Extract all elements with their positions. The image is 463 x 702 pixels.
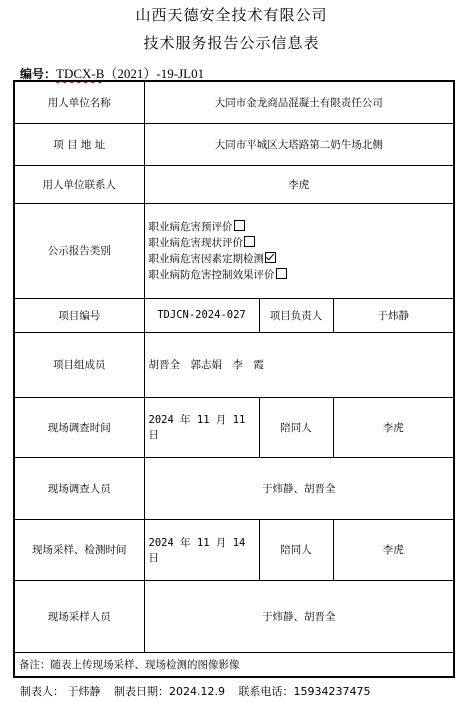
company-name: 山西天德安全技术有限公司 <box>135 6 328 24</box>
note-text: 备注：随表上传现场采样、现场检测的图像影像 <box>14 652 454 677</box>
row-sampling-staff <box>14 580 454 652</box>
survey-staff-value: 于炜静、胡晋全 <box>144 457 454 519</box>
survey-escort-label: 陪同人 <box>259 397 333 457</box>
team-label: 项目组成员 <box>14 332 144 397</box>
option-pre-evaluation[interactable] <box>149 219 450 235</box>
table-date: 制表日期：2024.12.9 <box>114 685 225 698</box>
row-project-address <box>14 123 454 165</box>
team-members: 胡晋全 郭志娟 李 霞 <box>144 332 454 397</box>
row-sampling-time <box>14 519 454 580</box>
row-report-type <box>14 203 454 298</box>
sampling-time-value: 2024 年 11 月 14 日 <box>144 519 259 580</box>
employer-name-label: 用人单位名称 <box>14 81 144 123</box>
checkbox-pre-evaluation[interactable] <box>234 220 245 231</box>
info-table <box>13 80 455 678</box>
sampling-time-label: 现场采样、检测时间 <box>14 519 144 580</box>
row-survey-staff <box>14 457 454 519</box>
row-survey-time <box>14 397 454 457</box>
footer <box>20 683 380 699</box>
row-note <box>14 652 454 677</box>
table-maker: 制表人： 于炜静 <box>20 685 101 698</box>
survey-time-label: 现场调查时间 <box>14 397 144 457</box>
sampling-staff-label: 现场采样人员 <box>14 580 144 652</box>
project-address-label: 项 目 地 址 <box>14 123 144 165</box>
option-control-evaluation[interactable] <box>149 267 450 283</box>
option-control-evaluation-label: 职业病防危害控制效果评价 <box>148 268 275 281</box>
project-leader-value: 于炜静 <box>333 298 454 332</box>
document-number-label: 编号： <box>20 67 57 81</box>
report-type-options <box>144 203 454 298</box>
row-contact <box>14 165 454 203</box>
option-status-evaluation-label: 职业病危害现状评价 <box>148 236 243 249</box>
checkbox-periodic-detection[interactable] <box>265 252 276 263</box>
employer-name-value: 大同市金龙商品混凝土有限责任公司 <box>144 81 454 123</box>
option-status-evaluation[interactable] <box>149 235 450 251</box>
report-type-label: 公示报告类别 <box>14 203 144 298</box>
row-project-number <box>14 298 454 332</box>
form-title: 技术服务报告公示信息表 <box>143 34 320 52</box>
project-address-value: 大同市平城区大塔路第二奶牛场北侧 <box>144 123 454 165</box>
row-team <box>14 332 454 397</box>
option-periodic-detection[interactable] <box>149 251 450 267</box>
contact-label: 用人单位联系人 <box>14 165 144 203</box>
survey-staff-label: 现场调查人员 <box>14 457 144 519</box>
checkbox-status-evaluation[interactable] <box>244 236 255 247</box>
survey-escort-value: 李虎 <box>333 397 454 457</box>
row-employer-name <box>14 81 454 123</box>
project-number-label: 项目编号 <box>14 298 144 332</box>
option-pre-evaluation-label: 职业病危害预评价 <box>148 220 233 233</box>
project-leader-label: 项目负责人 <box>259 298 333 332</box>
sampling-escort-label: 陪同人 <box>259 519 333 580</box>
sampling-escort-value: 李虎 <box>333 519 454 580</box>
document-number-code-prefix: TDCX-B <box>56 66 105 81</box>
contact-phone: 联系电话：15934237475 <box>238 685 371 698</box>
checkbox-control-evaluation[interactable] <box>276 268 287 279</box>
sampling-staff-value: 于炜静、胡晋全 <box>144 580 454 652</box>
document-number-code-rest: （2021）-19-JL01 <box>104 66 205 81</box>
option-periodic-detection-label: 职业病危害因素定期检测 <box>148 252 264 265</box>
survey-time-value: 2024 年 11 月 11 日 <box>144 397 259 457</box>
contact-value: 李虎 <box>144 165 454 203</box>
project-number-value: TDJCN-2024-027 <box>144 298 259 332</box>
